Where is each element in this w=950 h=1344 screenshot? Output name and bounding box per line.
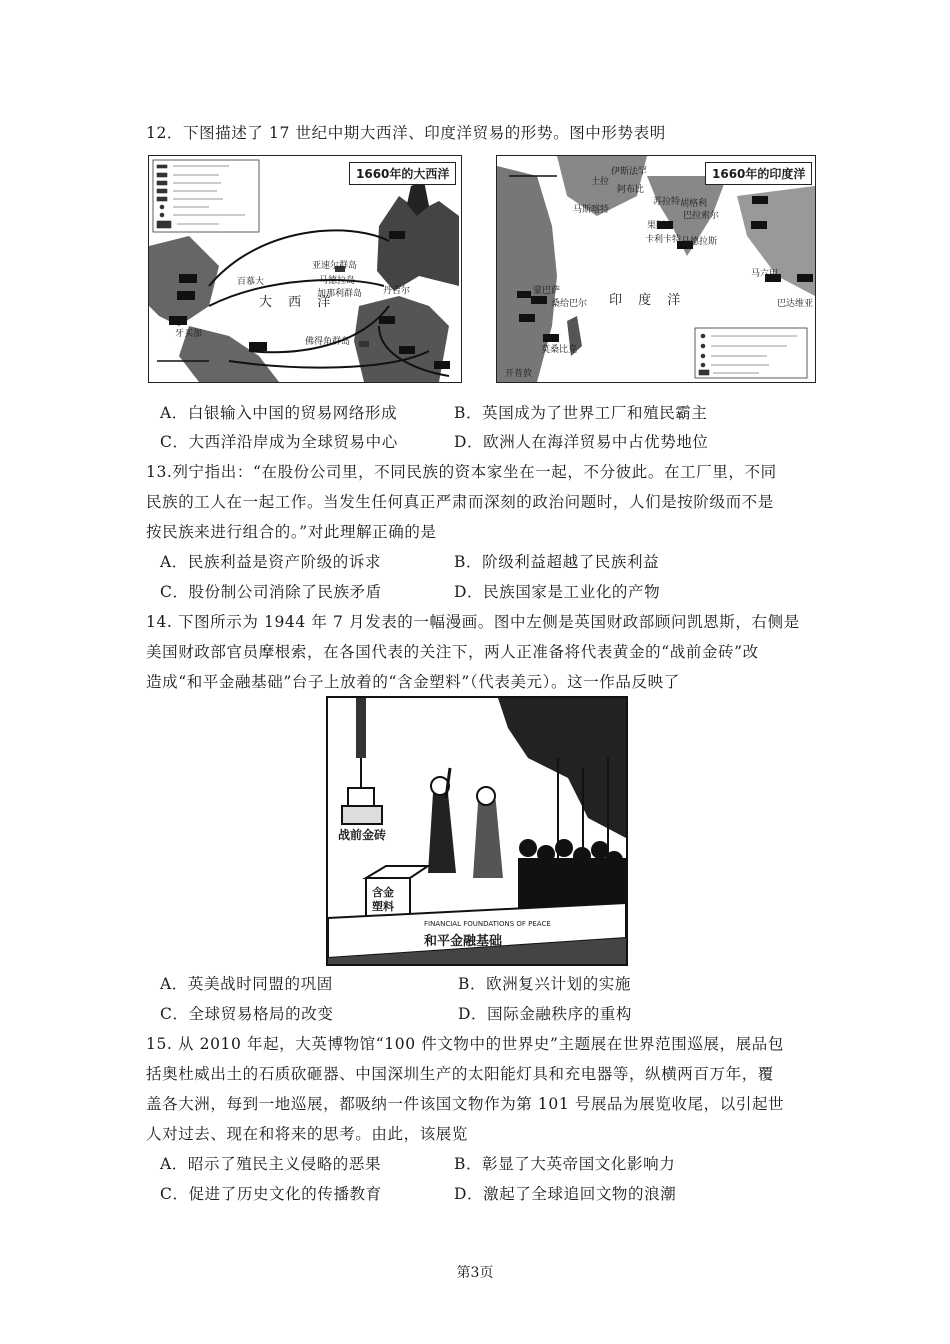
cartoon-image bbox=[326, 696, 628, 966]
q13-option-d[interactable]: D．民族国家是工业化的产物 bbox=[454, 583, 661, 601]
q15-stem-line-2: 括奥杜威出土的石质砍砸器、中国深圳生产的太阳能灯具和充电器等，纵横两百万年，覆 bbox=[146, 1065, 774, 1083]
page-number: 第3页 bbox=[456, 1265, 494, 1281]
place-label: 开普敦 bbox=[505, 369, 533, 379]
q15-option-a[interactable]: A．昭示了殖民主义侵略的恶果 bbox=[160, 1155, 382, 1173]
q15-option-c[interactable]: C．促进了历史文化的传播教育 bbox=[160, 1185, 382, 1203]
q14-option-a[interactable]: A．英美战时同盟的巩固 bbox=[160, 975, 333, 993]
place-label: 士拉 bbox=[591, 177, 610, 187]
place-label: 丹吉尔 bbox=[383, 286, 411, 296]
place-label: 加那利群岛 bbox=[317, 289, 363, 299]
q15-stem-line-4: 人对过去、现在和将来的思考。由此，该展览 bbox=[146, 1125, 469, 1143]
place-label: 百慕大 bbox=[237, 277, 265, 287]
atlantic-ocean-label: 大 西 洋 bbox=[259, 295, 337, 310]
q12-option-d[interactable]: D．欧洲人在海洋贸易中占优势地位 bbox=[454, 433, 709, 451]
q15-option-b[interactable]: B．彰显了大英帝国文化影响力 bbox=[454, 1155, 676, 1173]
q12-stem: 12．下图描述了 17 世纪中期大西洋、印度洋贸易的形势。图中形势表明 bbox=[146, 124, 666, 142]
q12-option-c[interactable]: C．大西洋沿岸成为全球贸易中心 bbox=[160, 433, 398, 451]
atlantic-map bbox=[148, 155, 462, 383]
q14-option-d[interactable]: D．国际金融秩序的重构 bbox=[458, 1005, 633, 1023]
indian-ocean-label: 印 度 洋 bbox=[609, 293, 687, 308]
place-label: 巴达维亚 bbox=[777, 299, 814, 309]
place-label: 佛得角群岛 bbox=[305, 337, 351, 347]
q13-option-a[interactable]: A．民族利益是资产阶级的诉求 bbox=[160, 553, 382, 571]
place-label: 亚速尔群岛 bbox=[312, 261, 358, 271]
indian-map-title: 1660年的印度洋 bbox=[705, 162, 812, 185]
base-label: 和平金融基础 bbox=[424, 934, 503, 949]
place-label: 桑给巴尔 bbox=[551, 299, 588, 309]
place-label: 牙买加 bbox=[175, 329, 203, 339]
q14-stem-line-1: 14. 下图所示为 1944 年 7 月发表的一幅漫画。图中左侧是英国财政部顾问凯恩斯，右侧是 bbox=[146, 613, 800, 631]
place-label: 马德拉斯 bbox=[681, 237, 718, 247]
place-label: 莫桑比克 bbox=[541, 345, 578, 355]
q12-option-a[interactable]: A．白银输入中国的贸易网络形成 bbox=[160, 404, 398, 422]
place-label: 卡利卡特 bbox=[645, 235, 682, 245]
place-label: 苏拉特 bbox=[653, 197, 681, 207]
place-label: 胡格利 bbox=[680, 199, 708, 209]
place-label: 巴拉索尔 bbox=[683, 211, 720, 221]
q14-option-c[interactable]: C．全球贸易格局的改变 bbox=[160, 1005, 334, 1023]
q13-stem-line-2: 民族的工人在一起工作。当发生任何真正严肃而深刻的政治问题时，人们是按阶级而不是 bbox=[146, 493, 774, 511]
q12-option-b[interactable]: B．英国成为了世界工厂和殖民霸主 bbox=[454, 404, 708, 422]
box-label-1: 含金 bbox=[372, 886, 394, 899]
q15-option-d[interactable]: D．激起了全球追回文物的浪潮 bbox=[454, 1185, 677, 1203]
indian-ocean-map bbox=[496, 155, 816, 383]
place-label: 果阿 bbox=[647, 221, 666, 231]
q13-option-b[interactable]: B．阶级利益超越了民族利益 bbox=[454, 553, 660, 571]
q13-stem-line-1: 13.列宁指出：“在股份公司里，不同民族的资本家坐在一起，不分彼此。在工厂里，不同 bbox=[146, 463, 777, 481]
q13-option-c[interactable]: C．股份制公司消除了民族矛盾 bbox=[160, 583, 382, 601]
place-label: 阿布比 bbox=[617, 185, 645, 195]
base-label-english: FINANCIAL FOUNDATIONS OF PEACE bbox=[424, 920, 551, 928]
brick-label: 战前金砖 bbox=[338, 828, 387, 842]
atlantic-map-title: 1660年的大西洋 bbox=[349, 162, 456, 185]
place-label: 马六甲 bbox=[751, 269, 779, 279]
atlantic-map-drawing bbox=[149, 156, 461, 382]
place-label: 蒙巴萨 bbox=[533, 286, 561, 296]
box-label-2: 塑料 bbox=[372, 900, 394, 913]
place-label: 马德拉岛 bbox=[319, 276, 356, 286]
q14-option-b[interactable]: B．欧洲复兴计划的实施 bbox=[458, 975, 631, 993]
q13-stem-line-3: 按民族来进行组合的。”对此理解正确的是 bbox=[146, 523, 437, 541]
q15-stem-line-1: 15. 从 2010 年起，大英博物馆“100 件文物中的世界史”主题展在世界范围巡展，展品包 bbox=[146, 1035, 784, 1053]
q15-stem-line-3: 盖各大洲，每到一地巡展，都吸纳一件该国文物作为第 101 号展品为展览收尾，以引起世 bbox=[146, 1095, 785, 1113]
q14-stem-line-2: 美国财政部官员摩根索，在各国代表的关注下，两人正准备将代表黄金的“战前金砖”改 bbox=[146, 643, 759, 661]
place-label: 马斯喀特 bbox=[573, 205, 610, 215]
q14-stem-line-3: 造成“和平金融基础”台子上放着的“含金塑料”（代表美元）。这一作品反映了 bbox=[146, 673, 680, 691]
place-label: 伊斯法罕 bbox=[611, 167, 648, 177]
